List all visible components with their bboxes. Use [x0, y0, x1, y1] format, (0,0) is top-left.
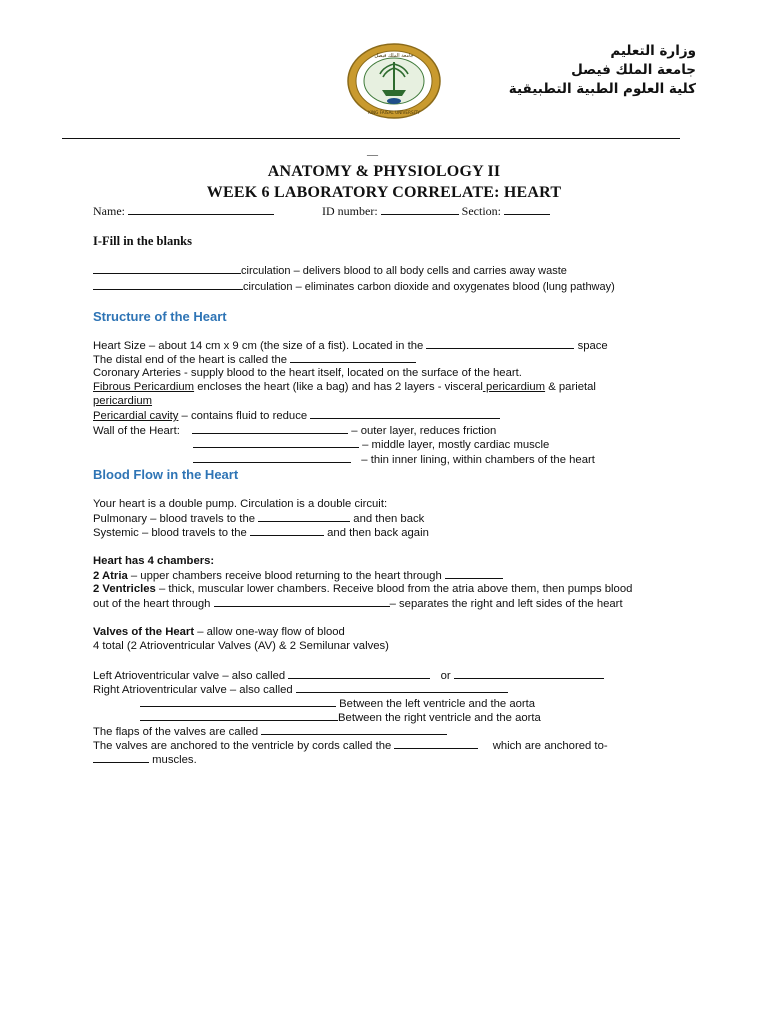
pulmonary-text: Pulmonary – blood travels to the: [93, 513, 256, 525]
id-label: ID number:: [322, 204, 378, 218]
wall-label: Wall of the Heart:: [93, 425, 180, 437]
anchored-text: The valves are anchored to the ventricle by cords called the: [93, 740, 392, 752]
section-label: Section:: [461, 204, 501, 218]
ventricles-text-2: out of the heart through: [93, 598, 211, 610]
circulation-line-1: [93, 263, 567, 278]
arabic-college: كلية العلوم الطبية التطبيقية: [508, 81, 696, 97]
bloodflow-heading: Blood Flow in the Heart: [93, 467, 239, 482]
wall-inner-line: [193, 452, 595, 467]
muscles-line: [93, 752, 197, 767]
blank-field[interactable]: [250, 525, 324, 536]
blank-field[interactable]: [93, 263, 241, 274]
name-label: Name:: [93, 204, 125, 218]
systemic-end: and then back again: [327, 527, 429, 539]
left-av-line: [93, 668, 604, 683]
double-pump-line: [93, 497, 387, 511]
systemic-line: [93, 525, 429, 540]
left-av-or: or: [440, 670, 451, 682]
wall-outer-text: – outer layer, reduces friction: [351, 425, 497, 437]
coronary-text: Coronary Arteries - supply blood to the heart itself, located on the surface of the heart.: [93, 367, 522, 379]
blank-field[interactable]: [426, 338, 574, 349]
double-pump-text: Your heart is a double pump. Circulation is a double circuit:: [93, 498, 388, 510]
ventricles-text: – thick, muscular lower chambers. Receive blood from the atria above them, then pumps blood: [155, 583, 633, 595]
ventricles-line: [93, 582, 632, 596]
ventricles-line-2: [93, 596, 623, 611]
wall-outer-line: [93, 423, 496, 438]
right-semilunar-line: [140, 710, 541, 725]
left-semilunar-line: [140, 696, 535, 711]
blank-field[interactable]: [290, 352, 416, 363]
blank-field[interactable]: [454, 668, 604, 679]
arabic-university: جامعة الملك فيصل: [571, 62, 696, 78]
blank-field[interactable]: [214, 596, 390, 607]
logo-arabic-text: جامعة الملك فيصل: [374, 53, 414, 59]
header-separator: [62, 138, 680, 139]
ventricles-term: 2 Ventricles: [93, 583, 156, 595]
page-title: ANATOMY & PHYSIOLOGY II: [267, 163, 501, 180]
fibrous-text: encloses the heart (like a bag) and has 2 layers - visceral: [194, 381, 483, 393]
left-semilunar-text: Between the left ventricle and the aorta: [339, 698, 536, 710]
muscles-text: muscles.: [152, 754, 197, 766]
section-blank[interactable]: [504, 204, 550, 215]
fibrous-line: [93, 380, 596, 394]
name-blank[interactable]: [128, 204, 274, 215]
arabic-ministry: وزارة التعليم: [610, 43, 696, 59]
blank-field[interactable]: [193, 452, 351, 463]
separator-tail: __: [367, 145, 378, 157]
left-av-text: Left Atrioventricular valve – also called: [93, 670, 286, 682]
structure-heading: Structure of the Heart: [93, 309, 227, 324]
valves-total-line: [93, 639, 389, 653]
blank-field[interactable]: [93, 752, 149, 763]
visceral-term: pericardium: [482, 381, 546, 393]
cavity-line: [93, 408, 500, 423]
coronary-line: [93, 366, 522, 380]
cavity-term: Pericardial cavity: [93, 410, 179, 422]
pericardium-term: pericardium: [93, 395, 153, 407]
cavity-text: – contains fluid to reduce: [178, 410, 308, 422]
pulmonary-line: [93, 511, 424, 526]
right-semilunar-text: Between the right ventricle and the aorta: [338, 712, 541, 724]
blank-field[interactable]: [140, 696, 336, 707]
pericardium-line: [93, 394, 152, 408]
blank-field[interactable]: [394, 738, 478, 749]
systemic-text: Systemic – blood travels to the: [93, 527, 247, 539]
anchored-end: which are anchored to-: [492, 740, 608, 752]
right-av-text: Right Atrioventricular valve – also called: [93, 684, 293, 696]
blank-field[interactable]: [288, 668, 430, 679]
blank-field[interactable]: [310, 408, 500, 419]
fill-blanks-heading: I-Fill in the blanks: [93, 234, 192, 248]
logo-kfu-text: KFU: [389, 104, 399, 109]
wall-middle-line: [193, 437, 549, 452]
id-blank[interactable]: [381, 204, 459, 215]
fibrous-term: Fibrous Pericardium: [93, 381, 195, 393]
atria-term: 2 Atria: [93, 570, 128, 582]
pulmonary-end: and then back: [353, 513, 425, 525]
distal-line: [93, 352, 416, 367]
septum-text: – separates the right and left sides of the heart: [389, 598, 623, 610]
distal-text: The distal end of the heart is called the: [93, 354, 288, 366]
valves-total-text: 4 total (2 Atrioventricular Valves (AV) & 2 Semilunar valves): [93, 640, 389, 652]
wall-inner-text: – thin inner lining, within chambers of the heart: [361, 454, 595, 466]
circulation-text-1: circulation – delivers blood to all body cells and carries away waste: [241, 265, 567, 277]
right-av-line: [93, 682, 508, 697]
arabic-header: [509, 42, 696, 99]
atria-text: – upper chambers receive blood returning to the heart through: [127, 570, 442, 582]
blank-field[interactable]: [261, 724, 447, 735]
blank-field[interactable]: [445, 568, 503, 579]
anchored-line: [93, 738, 608, 753]
student-info-row: [93, 204, 550, 218]
flaps-text: The flaps of the valves are called: [93, 726, 259, 738]
logo-english-text: KING FAISAL UNIVERSITY: [368, 110, 420, 115]
heart-size-text: Heart Size – about 14 cm x 9 cm (the size of a fist). Located in the: [93, 340, 424, 352]
heart-size-line: [93, 338, 608, 353]
atria-line: [93, 568, 503, 583]
chambers-heading: Heart has 4 chambers:: [93, 555, 215, 567]
blank-field[interactable]: [296, 682, 508, 693]
flaps-line: [93, 724, 447, 739]
parietal-text: & parietal: [545, 381, 596, 393]
valves-heading: Valves of the Heart: [93, 626, 195, 638]
circulation-text-2: circulation – eliminates carbon dioxide and oxygenates blood (lung pathway): [243, 281, 615, 293]
valves-heading-line: [93, 625, 345, 639]
heart-size-space: space: [577, 340, 608, 352]
wall-middle-text: – middle layer, mostly cardiac muscle: [362, 439, 550, 451]
blank-field[interactable]: [258, 511, 350, 522]
blank-field[interactable]: [193, 437, 359, 448]
blank-field[interactable]: [192, 423, 348, 434]
blank-field[interactable]: [140, 710, 338, 721]
blank-field[interactable]: [93, 279, 243, 290]
circulation-line-2: [93, 279, 615, 294]
valves-heading-text: – allow one-way flow of blood: [194, 626, 345, 638]
page-subtitle: WEEK 6 LABORATORY CORRELATE: HEART: [206, 184, 562, 201]
university-logo: [346, 42, 442, 120]
